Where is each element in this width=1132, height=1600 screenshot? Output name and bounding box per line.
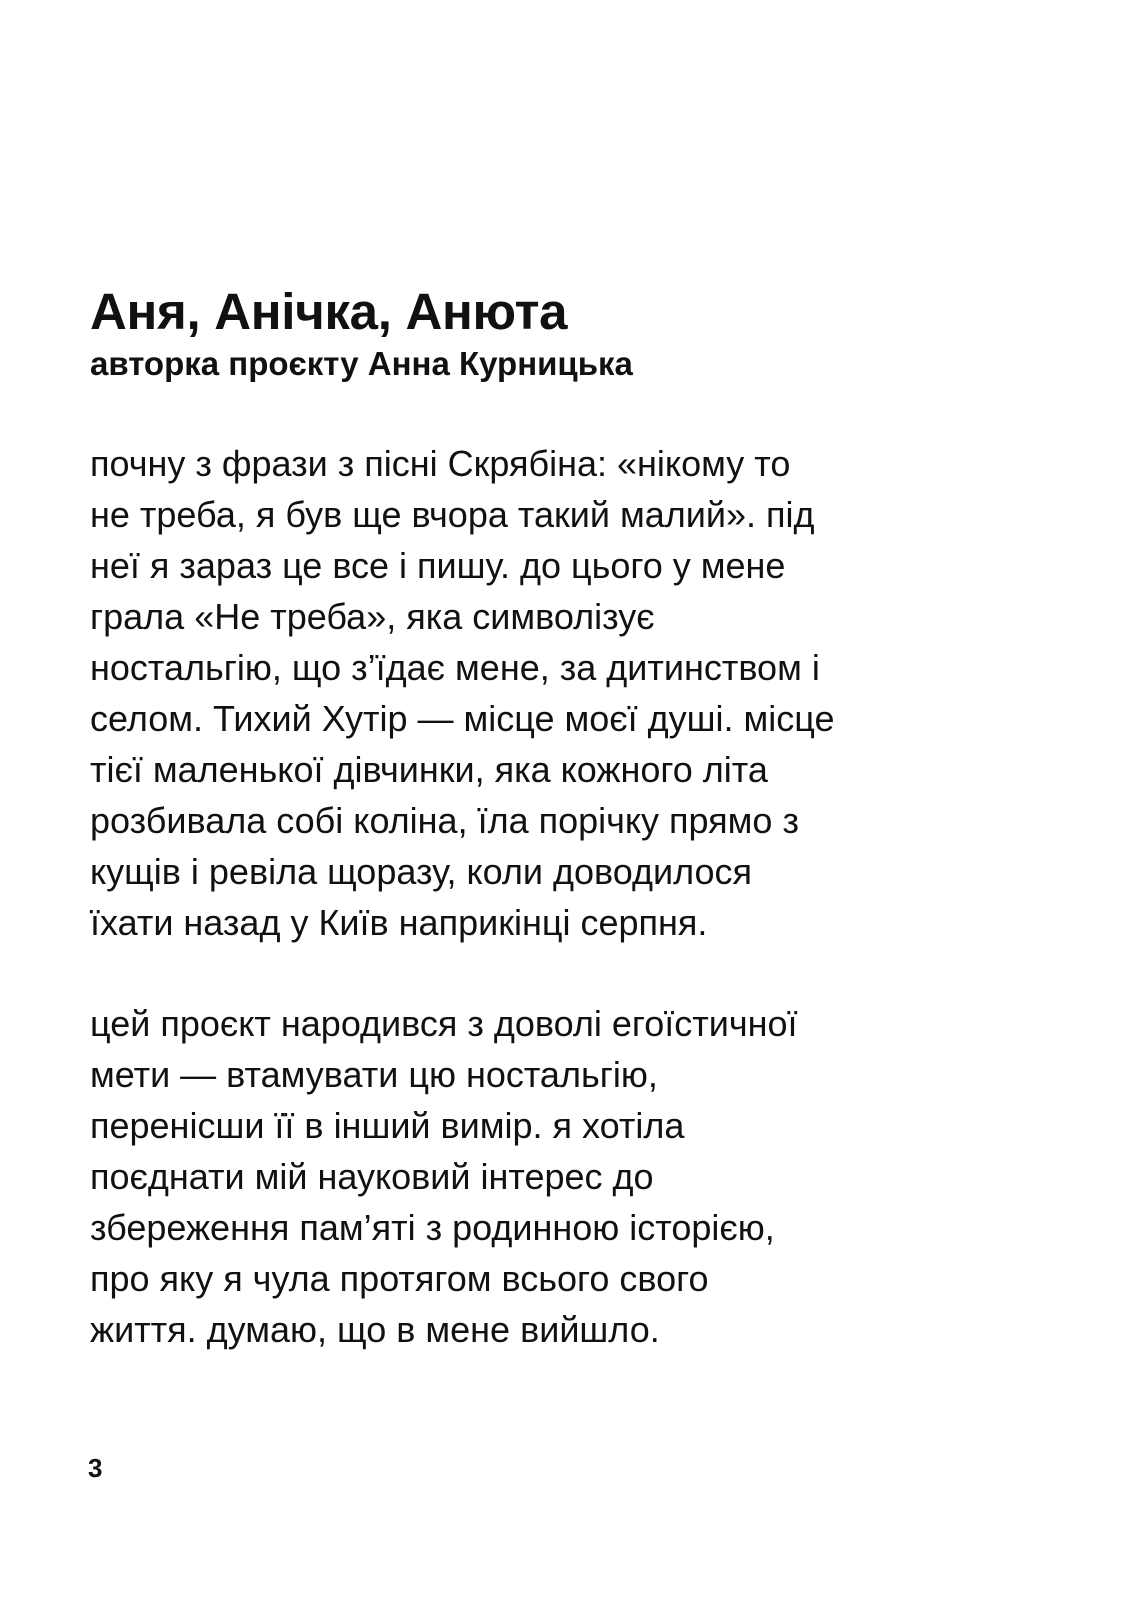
paragraph-line: ностальгію, що з’їдає мене, за дитинством і [90,647,820,688]
paragraph-2 [90,998,1050,1355]
paragraph-line: не треба, я був ще вчора такий малий». під [90,494,815,535]
paragraph-line: поєднати мій науковий інтерес до [90,1156,654,1197]
paragraph-1 [90,438,1050,948]
paragraph-line: грала «Не треба», яка символізує [90,596,655,637]
paragraph-line: мети — втамувати цю ностальгію, [90,1054,658,1095]
paragraph-line: цей проєкт народився з доволі егоїстичної [90,1003,798,1044]
author-subtitle: авторка проєкту Анна Курницька [90,345,633,382]
paragraph-line: збереження пам’яті з родинною історією, [90,1207,775,1248]
page-number: 3 [88,1453,103,1483]
page-content [90,282,1050,1355]
paragraph-line: тієї маленької дівчинки, яка кожного літа [90,749,768,790]
page-title: Аня, Анічка, Анюта [90,283,568,340]
paragraph-line: селом. Тихий Хутір — місце моєї душі. місце [90,698,835,739]
paragraph-line: життя. думаю, що в мене вийшло. [90,1309,660,1350]
paragraph-line: про яку я чула протягом всього свого [90,1258,709,1299]
paragraph-line: їхати назад у Київ наприкінці серпня. [90,902,708,943]
paragraph-line: неї я зараз це все і пишу. до цього у мене [90,545,786,586]
paragraph-line: перенісши її в інший вимір. я хотіла [90,1105,685,1146]
paragraph-line: розбивала собі коліна, їла порічку прямо з [90,800,799,841]
paragraph-line: почну з фрази з пісні Скрябіна: «нікому то [90,443,791,484]
paragraph-line: кущів і ревіла щоразу, коли доводилося [90,851,752,892]
